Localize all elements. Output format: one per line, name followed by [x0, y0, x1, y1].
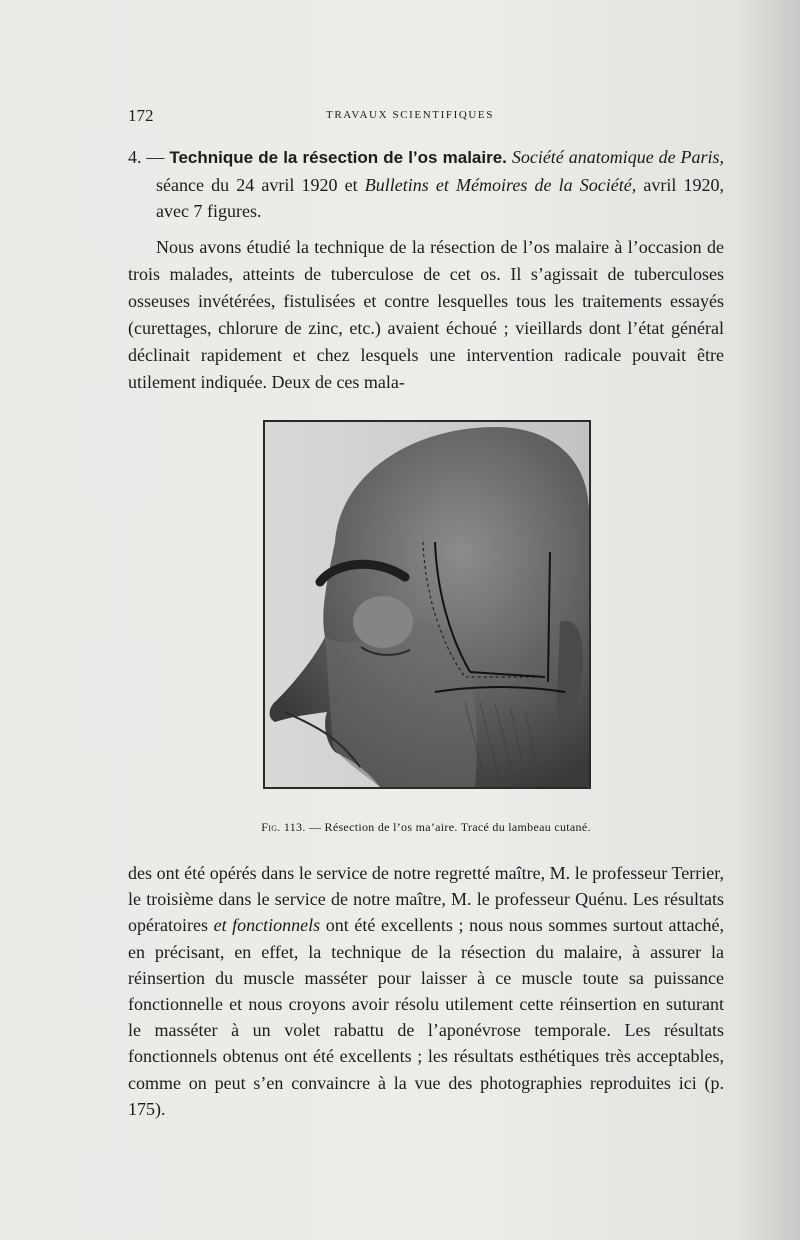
entry-number: 4. —: [128, 147, 165, 167]
page-header: [128, 106, 724, 130]
entry-date-figures: avril 1920, avec 7 figures.: [156, 174, 724, 221]
paragraph-2-italic: et fonctionnels: [213, 915, 321, 936]
entry-meeting: séance du 24 avril 1920 et: [156, 174, 358, 195]
figure-label: Fig. 113.: [261, 820, 306, 834]
figure-caption-text: — Résection de l’os ma’aire. Tracé du lambeau cutané.: [308, 820, 591, 834]
running-title: TRAVAUX SCIENTIFIQUES: [326, 109, 494, 121]
figure-illustration: [263, 420, 591, 789]
entry-journal: Société anatomique de Paris,: [511, 147, 725, 167]
bibliography-entry: [128, 144, 724, 225]
body-paragraph-2: [128, 860, 724, 1122]
entry-title: Technique de la résection de l’os malaire.: [169, 148, 507, 167]
figure-caption: [128, 820, 724, 835]
entry-bulletin: Bulletins et Mémoires de la Société,: [364, 174, 637, 195]
body-paragraph-1: Nous avons étudié la technique de la résection de l’os malaire à l’occasion de trois malades, atteints de tuberculose de cet os. Il s’agissait de tuberculoses osseuses invétérées, fistulisées et contre lesquelles tous les traitements essayés (curettages, chlorure de zinc, etc.) avaient échoué ; vieillards dont l’état général déclinait rapidement et chez lesquels une intervention radicale pouvait être utilement indiquée. Deux de ces mala-: [128, 237, 724, 392]
face-profile-illustration: [265, 422, 589, 787]
paragraph-2-part-1: des ont été opérés dans le service de notre regretté maître, M. le professeur Terrier, le troisième dans le service de notre maître, M. le professeur Quénu. Les résultats opératoires: [128, 863, 724, 936]
page-number: 172: [128, 106, 154, 125]
entry-text: [128, 144, 724, 225]
paragraph-2-part-2: ont été excellents ; nous nous sommes surtout attaché, en précisant, en effet, la technique de la résection du malaire, à assurer la réinsertion du muscle masséter pour laisser à ce muscle toute sa puissance fonctionnelle et nous croyons avoir résolu utilement cette réinsertion en suturant le masséter à un volet rabattu de l’aponévrose temporale. Les résultats fonctionnels obtenus ont été excellents ; les résultats esthétiques très acceptables, comme on peut s’en convaincre à la vue des photographies reproduites ici (p. 175).: [128, 915, 725, 1119]
